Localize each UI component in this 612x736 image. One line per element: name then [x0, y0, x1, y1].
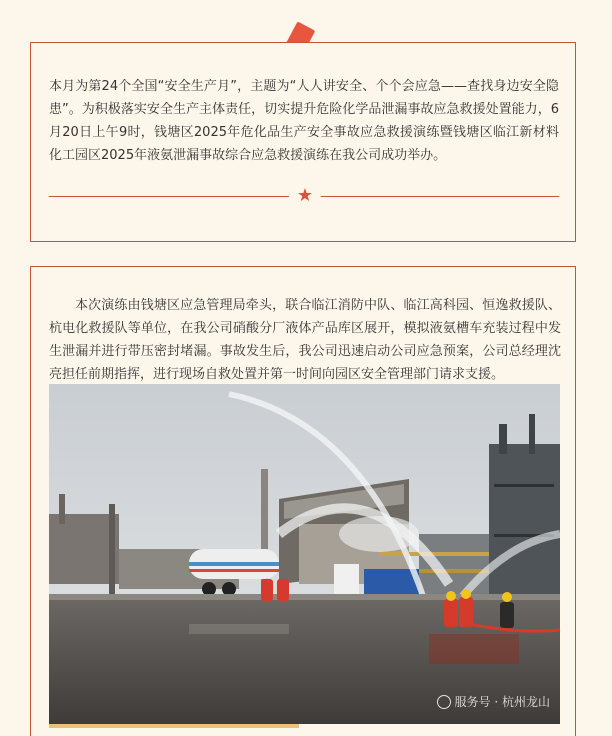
star-icon: ★	[296, 185, 314, 206]
divider-line-left	[49, 196, 289, 197]
caption-accent-bar	[49, 724, 299, 728]
intro-card	[30, 42, 576, 242]
body-card	[30, 266, 576, 736]
watermark-label	[437, 693, 550, 710]
drill-photo	[49, 384, 560, 724]
divider-line-right	[321, 196, 559, 197]
watermark-text: 服务号 · 杭州龙山	[454, 695, 550, 709]
drill-photo-image	[49, 384, 560, 724]
body-paragraph: 本次演练由钱塘区应急管理局牵头，联合临江消防中队、临江高科园、恒逸救援队、杭电化救援队等单位，在我公司硝酸分厂液体产品库区展开，模拟液氨槽车充装过程中发生泄漏并进行带压密封堵漏。事故发生后，我公司迅速启动公司应急预案，公司总经理沈亮担任前期指挥，进行现场自救处置并第一时间向园区安全管理部门请求支援。	[49, 298, 561, 382]
service-account-icon	[437, 695, 451, 709]
intro-paragraph: 本月为第24个全国“安全生产月”，主题为“人人讲安全、个个会应急——查找身边安全隐患”。为积极落实安全生产主体责任，切实提升危险化学品泄漏事故应急救援处置能力，6月20日上午9时，钱塘区2025年危化品生产安全事故应急救援演练暨钱塘区临江新材料化工园区2025年液氨泄漏事故综合应急救援演练在我公司成功举办。	[49, 79, 559, 163]
